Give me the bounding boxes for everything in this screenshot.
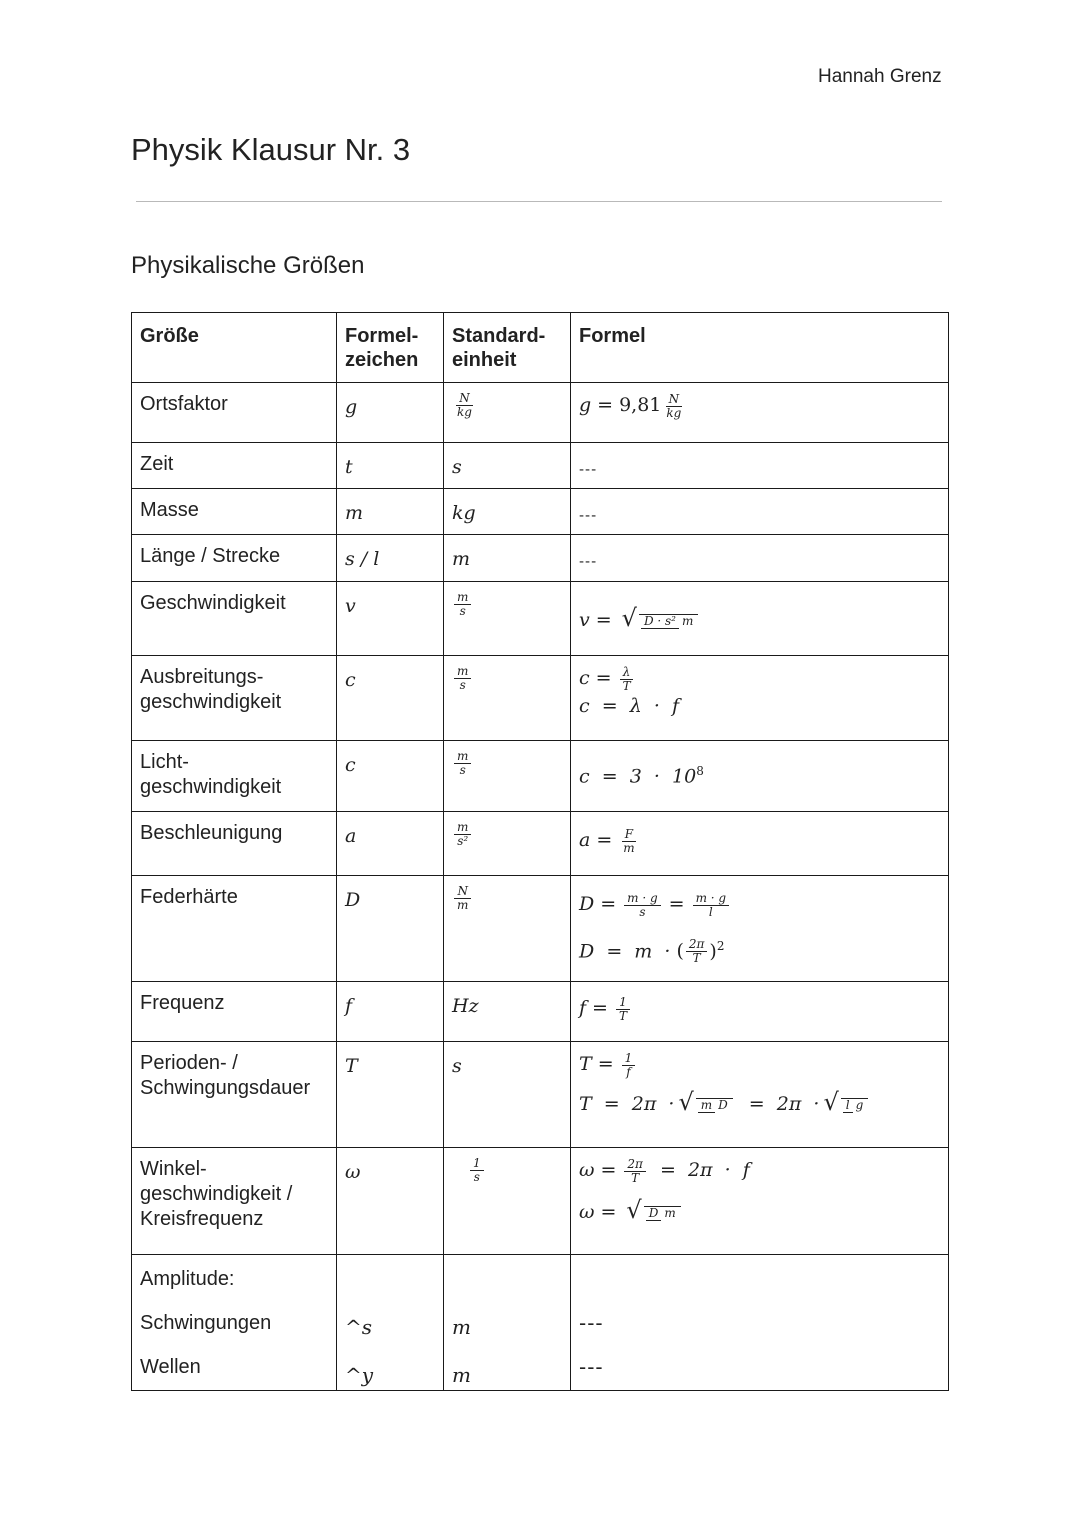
quantity-cell: Länge / Strecke <box>132 535 337 582</box>
formula-cell: ω = $\frac{2\pi}{T}$ = 2π · f ω = √ D m <box>571 1148 949 1255</box>
symbol-cell: T <box>337 1042 444 1148</box>
table-row <box>132 741 949 812</box>
formula-cell: c = $\frac{\lambda}{T}$ c = λ · f <box>571 656 949 741</box>
table-row <box>132 1148 949 1255</box>
table-row <box>132 383 949 443</box>
table-row <box>132 982 949 1042</box>
formula-cell: g = 9,81 $\frac{N}{kg}$ <box>571 383 949 443</box>
table-row <box>132 582 949 656</box>
formula-cell: --- <box>571 535 949 582</box>
unit-cell: s <box>444 443 571 489</box>
formula-cell: --- --- <box>571 1255 949 1391</box>
symbol-cell: a <box>337 812 444 876</box>
page-title: Physik Klausur Nr. 3 <box>131 132 411 167</box>
table-row <box>132 1255 949 1391</box>
formula-cell: --- <box>571 489 949 535</box>
quantity-cell: Masse <box>132 489 337 535</box>
table-row <box>132 656 949 741</box>
table-row <box>132 812 949 876</box>
symbol-cell: ^s ^y <box>337 1255 444 1391</box>
unit-cell: $\frac{1}{s}$ <box>444 1148 571 1255</box>
unit-cell: $\frac{N}{m}$ <box>444 876 571 982</box>
quantity-cell: Amplitude: Schwingungen Wellen <box>132 1255 337 1391</box>
symbol-cell: t <box>337 443 444 489</box>
symbol-cell: f <box>337 982 444 1042</box>
header-quantity: Größe <box>132 313 337 383</box>
table-row <box>132 1042 949 1148</box>
formula-cell: --- <box>571 443 949 489</box>
symbol-cell: c <box>337 741 444 812</box>
quantities-table <box>131 312 949 1391</box>
formula-cell: T = $\frac{1}{f}$ T = 2π · √ m D = 2π · √ l g <box>571 1042 949 1148</box>
formula-cell: f = $\frac{1}{T}$ <box>571 982 949 1042</box>
header-formula: Formel <box>571 313 949 383</box>
unit-cell: $\frac{m}{s}$ <box>444 582 571 656</box>
section-title: Physikalische Größen <box>131 252 365 279</box>
symbol-cell: s / l <box>337 535 444 582</box>
table-row <box>132 489 949 535</box>
unit-cell: $\frac{m}{s}$ <box>444 741 571 812</box>
table-header-row <box>132 313 949 383</box>
unit-cell: s <box>444 1042 571 1148</box>
quantity-cell: Geschwindigkeit <box>132 582 337 656</box>
unit-cell: $\frac{m}{s}$ <box>444 656 571 741</box>
formula-cell: a = $\frac{F}{m}$ <box>571 812 949 876</box>
unit-cell: kg <box>444 489 571 535</box>
symbol-cell: m <box>337 489 444 535</box>
quantity-cell: Ausbreitungs- geschwindigkeit <box>132 656 337 741</box>
symbol-cell: v <box>337 582 444 656</box>
header-symbol: Formel- zeichen <box>337 313 444 383</box>
quantity-cell: Perioden- / Schwingungsdauer <box>132 1042 337 1148</box>
quantity-cell: Ortsfaktor <box>132 383 337 443</box>
unit-cell: $\frac{m}{\text{s²}}$ <box>444 812 571 876</box>
unit-cell: $\frac{N}{kg}$ <box>444 383 571 443</box>
symbol-cell: D <box>337 876 444 982</box>
quantity-cell: Licht- geschwindigkeit <box>132 741 337 812</box>
symbol-cell: g <box>337 383 444 443</box>
quantity-cell: Zeit <box>132 443 337 489</box>
quantity-cell: Federhärte <box>132 876 337 982</box>
header-unit: Standard- einheit <box>444 313 571 383</box>
unit-cell: m m <box>444 1255 571 1391</box>
author-name: Hannah Grenz <box>818 66 942 87</box>
quantity-cell: Winkel- geschwindigkeit / Kreisfrequenz <box>132 1148 337 1255</box>
symbol-cell: ω <box>337 1148 444 1255</box>
quantity-cell: Beschleunigung <box>132 812 337 876</box>
table-row <box>132 876 949 982</box>
title-divider <box>136 201 942 202</box>
symbol-cell: c <box>337 656 444 741</box>
unit-cell: m <box>444 535 571 582</box>
unit-cell: Hz <box>444 982 571 1042</box>
formula-cell: v = √ D · s² m <box>571 582 949 656</box>
quantity-cell: Frequenz <box>132 982 337 1042</box>
table-row <box>132 443 949 489</box>
formula-cell: $c = 3 \cdot 10^8$ <box>571 741 949 812</box>
table-row <box>132 535 949 582</box>
formula-cell: D = $\frac{m \cdot g}{s}$ = $\frac{m \cdot g}{l}$ D = m · ( $\frac{2\pi}{T}$ )$^2$ <box>571 876 949 982</box>
